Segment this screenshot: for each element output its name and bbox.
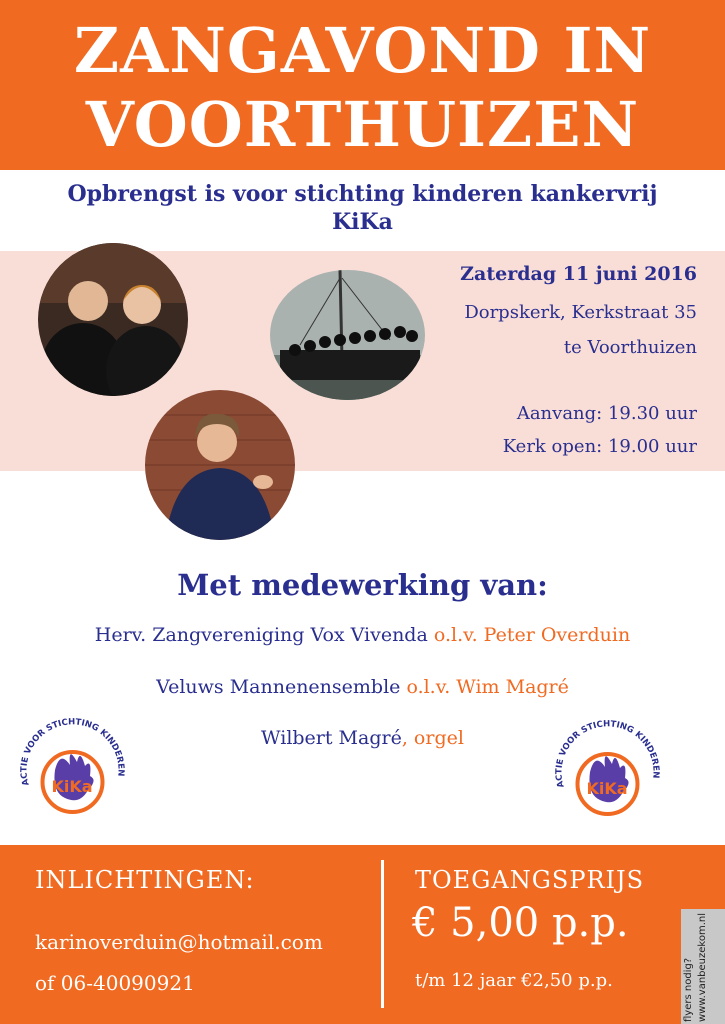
contact-phone: of 06-40090921 [35, 971, 195, 995]
event-start: Aanvang: 19.30 uur [516, 403, 697, 424]
page-title [0, 14, 725, 162]
event-venue: Dorpskerk, Kerkstraat 35 [464, 302, 697, 323]
title-line-2: VOORTHUIZEN [85, 88, 640, 161]
title-line-1: ZANGAVOND IN [73, 14, 652, 87]
event-date: Zaterdag 11 juni 2016 [460, 263, 697, 285]
participant-role: o.l.v. Wim Magré [400, 676, 569, 698]
kika-logo [545, 712, 670, 837]
kika-logo-center-text: KiKa [586, 779, 628, 798]
footer-divider [381, 860, 384, 1008]
subtitle-line-2: KiKa [332, 209, 393, 235]
participant-role: o.l.v. Peter Overduin [427, 624, 631, 646]
kika-logo-ring-text: ACTIE VOOR STICHTING KINDEREN [19, 717, 126, 787]
participant-name: Veluws Mannenensemble [156, 676, 401, 698]
participant-name: Wilbert Magré [261, 727, 402, 749]
side-tag-line-2[interactable]: www.vanbeuzekom.nl [697, 912, 708, 1022]
ticket-price: € 5,00 p.p. [412, 900, 629, 946]
contact-email[interactable]: karinoverduin@hotmail.com [35, 930, 323, 954]
participant-role: , orgel [401, 727, 464, 749]
photo-organist [145, 390, 295, 540]
kika-logo-center-text: KiKa [51, 777, 93, 796]
info-title: INLICHTINGEN: [35, 866, 255, 894]
kika-logo [10, 710, 135, 835]
side-tag-line-1: flyers nodig? [683, 957, 694, 1022]
participant-name: Herv. Zangvereniging Vox Vivenda [94, 624, 428, 646]
subtitle [20, 180, 705, 236]
subtitle-line-1: Opbrengst is voor stichting kinderen kankervrij [67, 181, 658, 207]
kika-logo-ring-text: ACTIE VOOR STICHTING KINDEREN [554, 719, 661, 789]
price-title: TOEGANGSPRIJS [415, 866, 645, 894]
photo-duo [38, 243, 188, 396]
participant-line [0, 624, 725, 646]
event-doors: Kerk open: 19.00 uur [502, 436, 697, 457]
side-tag-text [682, 902, 710, 1022]
child-price: t/m 12 jaar €2,50 p.p. [415, 970, 613, 991]
event-town: te Voorthuizen [563, 337, 697, 358]
participants-title: Met medewerking van: [177, 568, 548, 602]
participant-line [0, 676, 725, 698]
photo-ensemble [270, 270, 425, 400]
